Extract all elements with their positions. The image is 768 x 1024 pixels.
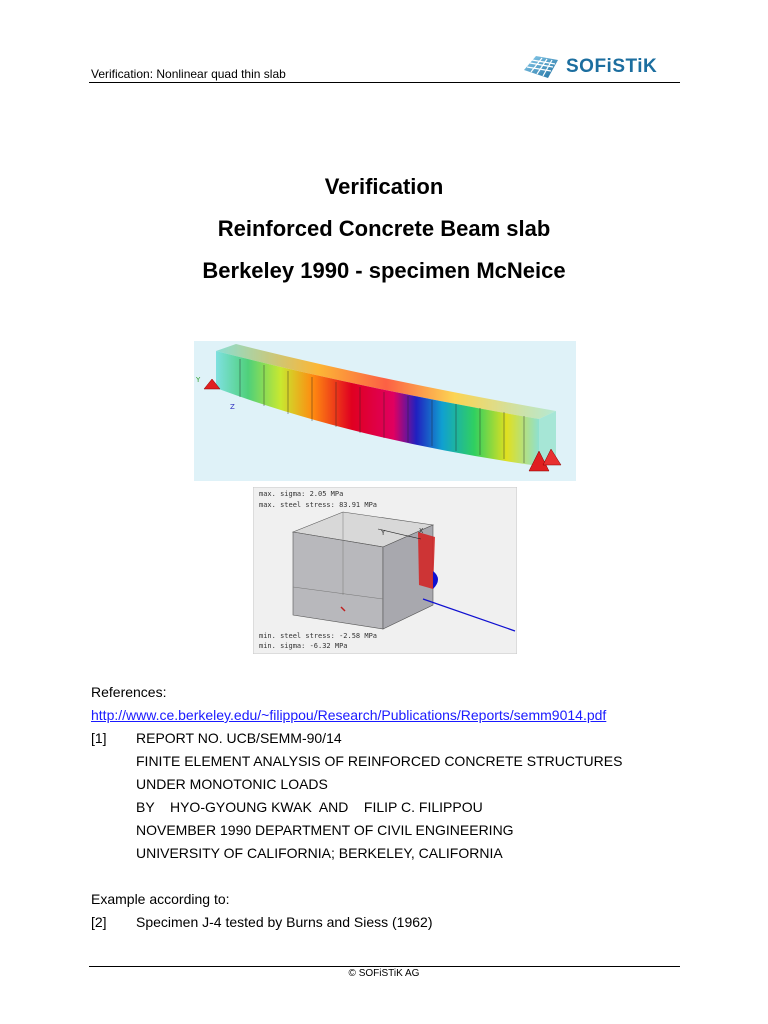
figure1-axis-z-label: Z — [230, 403, 235, 411]
figure2-axis-y-label: Y — [381, 529, 386, 537]
figure1-axis-y-label: Y — [196, 376, 201, 384]
section-stress-figure — [253, 487, 517, 654]
page-subtitle-specimen: Berkeley 1990 - specimen McNeice — [202, 258, 566, 283]
max-steel-stress-label: max. steel stress: 83.91 MPa — [259, 501, 378, 509]
min-steel-stress-label: min. steel stress: -2.58 MPa — [259, 632, 378, 640]
figure2-axis-x-label: X — [419, 527, 424, 535]
footer-divider — [89, 966, 680, 967]
beam-stress-figure — [194, 341, 576, 481]
min-sigma-label: min. sigma: -6.32 MPa — [259, 642, 348, 650]
page-subtitle: Reinforced Concrete Beam slab — [217, 216, 551, 241]
reference-2-text: Specimen J-4 tested by Burns and Siess (1962) — [136, 914, 433, 930]
logo-text: SOFiSTiK — [566, 56, 658, 77]
reference-2-number: [2] — [91, 914, 107, 930]
reference-1-line: FINITE ELEMENT ANALYSIS OF REINFORCED CONCRETE STRUCTURES — [136, 753, 623, 769]
sofistik-logo-icon — [522, 52, 560, 82]
sofistik-logo — [522, 51, 682, 83]
reference-1-line: UNDER MONOTONIC LOADS — [136, 776, 328, 792]
max-sigma-label: max. sigma: 2.05 MPa — [259, 490, 344, 498]
reference-1-line: NOVEMBER 1990 DEPARTMENT OF CIVIL ENGINEERING — [136, 822, 514, 838]
page-title: Verification — [324, 174, 444, 199]
reference-1-line: UNIVERSITY OF CALIFORNIA; BERKELEY, CALIFORNIA — [136, 845, 503, 861]
references-heading: References: — [91, 684, 167, 700]
running-title: Verification: Nonlinear quad thin slab — [91, 67, 286, 81]
reference-1-number: [1] — [91, 730, 107, 746]
reference-1-line: REPORT NO. UCB/SEMM-90/14 — [136, 730, 342, 746]
footer-copyright: © SOFiSTiK AG — [348, 968, 420, 979]
example-heading: Example according to: — [91, 891, 230, 907]
reference-1-line: BY HYO-GYOUNG KWAK AND FILIP C. FILIPPOU — [136, 799, 483, 815]
reference-url-link[interactable]: http://www.ce.berkeley.edu/~filippou/Research/Publications/Reports/semm9014.pdf — [91, 707, 607, 723]
header-divider — [89, 82, 680, 83]
